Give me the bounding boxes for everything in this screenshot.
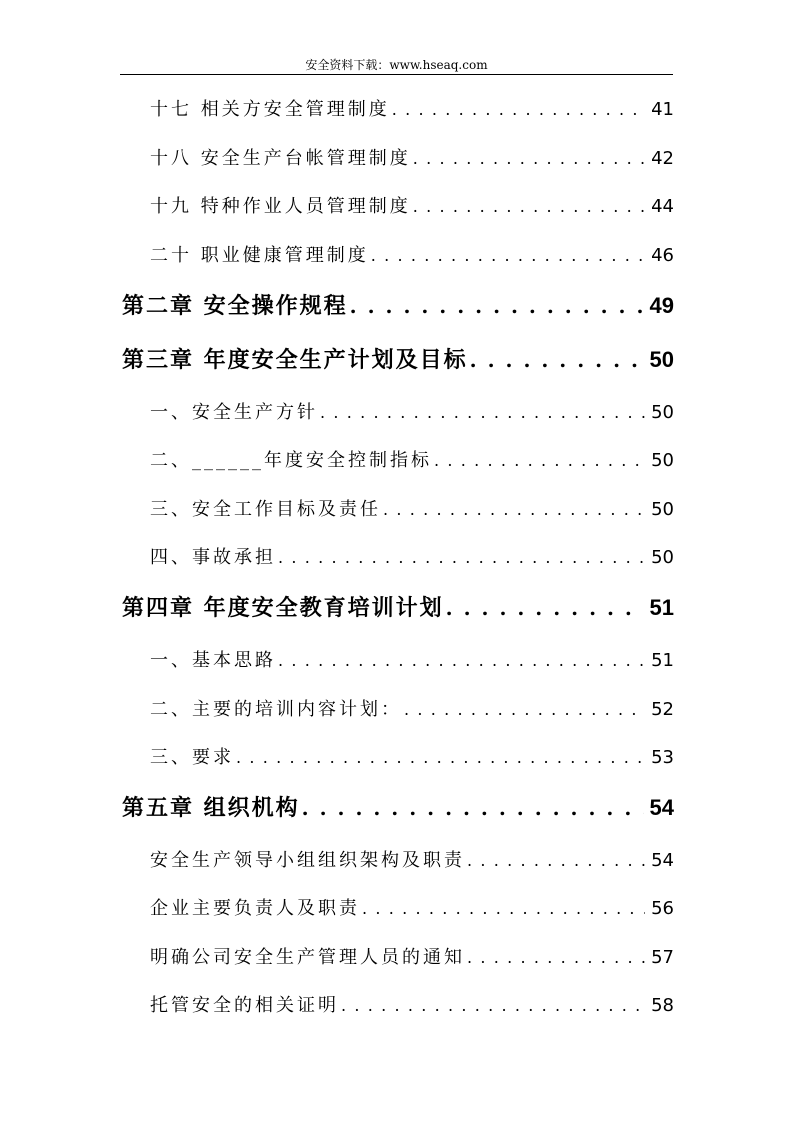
toc-chapter-entry[interactable] (122, 592, 674, 624)
toc-entry[interactable] (150, 992, 674, 1020)
toc-leader-dots (383, 496, 645, 524)
toc-leader-dots (302, 792, 644, 824)
toc-chapter-page: 50 (649, 347, 674, 372)
toc-chapter-entry[interactable] (122, 290, 674, 322)
toc-entry-page: 52 (651, 699, 674, 720)
toc-entry-title: 十九 特种作业人员管理制度 (150, 196, 411, 217)
toc-entry[interactable] (150, 496, 674, 524)
toc-entry-page: 42 (651, 148, 674, 169)
toc-entry-page: 51 (651, 650, 674, 671)
toc-entry-title: 一、基本思路 (150, 650, 276, 671)
toc-chapter-entry[interactable] (122, 344, 674, 376)
toc-entry[interactable] (150, 895, 674, 923)
toc-entry-page: 41 (651, 99, 674, 120)
toc-leader-dots (413, 193, 645, 221)
toc-entry-page: 56 (651, 898, 674, 919)
toc-leader-dots (371, 242, 645, 270)
toc-entry[interactable] (150, 744, 674, 772)
toc-leader-dots (413, 145, 645, 173)
toc-entry-page: 58 (651, 995, 674, 1016)
toc-chapter-title: 第三章 年度安全生产计划及目标 (122, 347, 468, 373)
toc-entry-title: 三、要求 (150, 747, 234, 768)
toc-leader-dots (278, 544, 645, 572)
toc-entry[interactable] (150, 96, 674, 124)
toc-entry[interactable] (150, 399, 674, 427)
toc-entry[interactable] (150, 145, 674, 173)
toc-entry-title: 三、安全工作目标及责任 (150, 499, 381, 520)
toc-entry-page: 50 (651, 402, 674, 423)
toc-entry-title: 四、事故承担 (150, 547, 276, 568)
toc-leader-dots (467, 944, 645, 972)
toc-entry-page: 54 (651, 850, 674, 871)
toc-chapter-title: 第四章 年度安全教育培训计划 (122, 595, 444, 621)
toc-entry[interactable] (150, 696, 674, 724)
toc-entry-title: 二十 职业健康管理制度 (150, 245, 369, 266)
toc-leader-dots (434, 447, 645, 475)
toc-entry-title: 二、主要的培训内容计划： (150, 699, 402, 720)
toc-leader-dots (320, 399, 645, 427)
toc-leader-dots (446, 592, 644, 624)
toc-chapter-entry[interactable] (122, 792, 674, 824)
toc-entry[interactable] (150, 193, 674, 221)
toc-leader-dots (467, 847, 645, 875)
toc-leader-dots (404, 696, 645, 724)
toc-entry-title: 托管安全的相关证明 (150, 995, 339, 1016)
toc-entry-page: 46 (651, 245, 674, 266)
toc-entry[interactable] (150, 447, 674, 475)
toc-entry-page: 50 (651, 547, 674, 568)
toc-entry-title: 企业主要负责人及职责 (150, 898, 360, 919)
toc-entry-page: 44 (651, 196, 674, 217)
toc-entry[interactable] (150, 647, 674, 675)
toc-leader-dots (278, 647, 645, 675)
page-header: 安全资料下载：www.hseaq.com (305, 58, 488, 72)
toc-entry[interactable] (150, 944, 674, 972)
toc-leader-dots (341, 992, 645, 1020)
toc-entry-page: 57 (651, 947, 674, 968)
toc-chapter-page: 54 (649, 795, 674, 820)
toc-leader-dots (236, 744, 645, 772)
toc-entry-title: 十八 安全生产台帐管理制度 (150, 148, 411, 169)
toc-chapter-title: 第五章 组织机构 (122, 795, 300, 821)
toc-entry[interactable] (150, 242, 674, 270)
toc-entry[interactable] (150, 544, 674, 572)
toc-entry-page: 53 (651, 747, 674, 768)
toc-entry[interactable] (150, 847, 674, 875)
toc-leader-dots (470, 344, 644, 376)
toc-chapter-title: 第二章 安全操作规程 (122, 293, 348, 319)
toc-entry-page: 50 (651, 450, 674, 471)
toc-chapter-page: 51 (649, 595, 674, 620)
header-rule (120, 74, 673, 75)
toc-entry-title: 二、______年度安全控制指标 (150, 450, 432, 471)
toc-entry-title: 明确公司安全生产管理人员的通知 (150, 947, 465, 968)
toc-chapter-page: 49 (649, 293, 674, 318)
toc-entry-title: 一、安全生产方针 (150, 402, 318, 423)
toc-entry-title: 十七 相关方安全管理制度 (150, 99, 390, 120)
toc-leader-dots (392, 96, 645, 124)
toc-leader-dots (350, 290, 644, 322)
toc-leader-dots (362, 895, 645, 923)
toc-entry-page: 50 (651, 499, 674, 520)
toc-entry-title: 安全生产领导小组组织架构及职责 (150, 850, 465, 871)
